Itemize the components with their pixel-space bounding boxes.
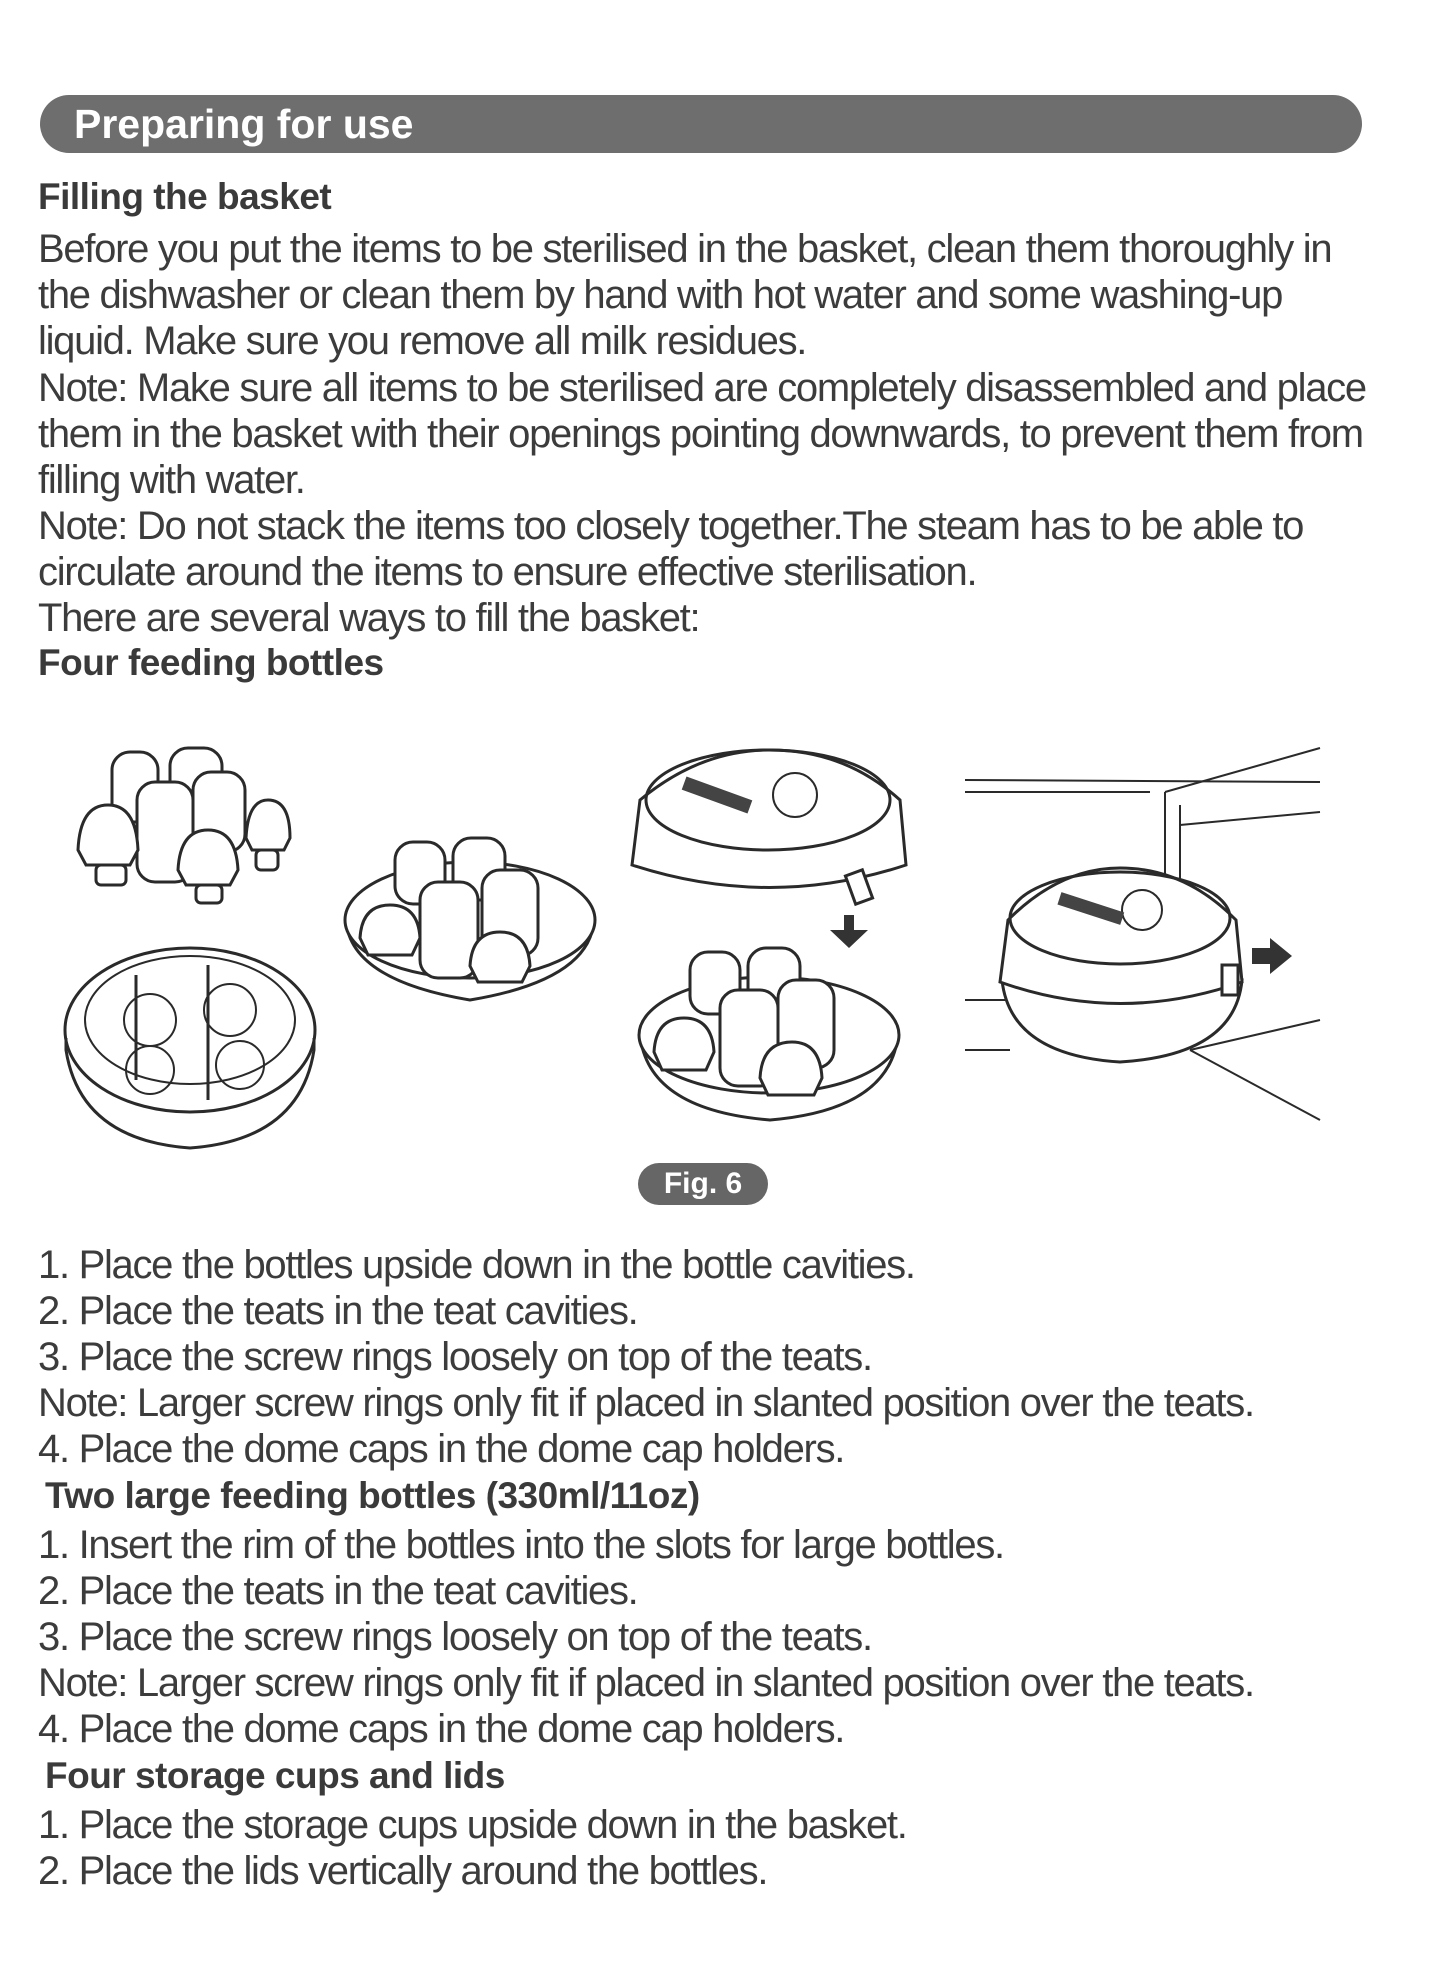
four-bottles-step-4: 4. Place the dome caps in the dome cap holders. — [38, 1427, 845, 1471]
four-bottles-step-2: 2. Place the teats in the teat cavities. — [38, 1289, 638, 1333]
note-disassemble: Note: Make sure all items to be sterilised are completely disassembled and place them in the basket with their openings pointing downwards, to prevent them from filling with water. — [38, 366, 1366, 502]
four-bottles-heading: Four feeding bottles — [38, 642, 384, 683]
bottles-cluster — [78, 748, 290, 903]
four-bottles-step-1: 1. Place the bottles upside down in the bottle cavities. — [38, 1243, 915, 1287]
filling-paragraph: Before you put the items to be sterilised in the basket, clean them thoroughly in the dishwasher or clean them by hand with hot water and some washing-up liquid. Make sure you remove all milk residues. — [38, 227, 1332, 363]
steriliser-in-microwave — [965, 748, 1320, 1120]
figure-label: Fig. 6 — [638, 1163, 768, 1205]
storage-heading: Four storage cups and lids — [45, 1755, 505, 1796]
filled-basket — [345, 838, 595, 1000]
section-title: Preparing for use — [74, 101, 414, 147]
two-large-note: Note: Larger screw rings only fit if placed in slanted position over the teats. — [38, 1661, 1254, 1705]
two-large-step-4: 4. Place the dome caps in the dome cap holders. — [38, 1707, 845, 1751]
storage-step-2: 2. Place the lids vertically around the bottles. — [38, 1849, 768, 1893]
empty-basket — [65, 948, 315, 1148]
fill-ways: There are several ways to fill the basket: — [38, 596, 700, 640]
two-large-step-3: 3. Place the screw rings loosely on top of the teats. — [38, 1615, 872, 1659]
storage-step-1: 1. Place the storage cups upside down in the basket. — [38, 1803, 907, 1847]
filling-heading: Filling the basket — [38, 176, 332, 217]
two-large-step-2: 2. Place the teats in the teat cavities. — [38, 1569, 638, 1613]
lid-and-basket — [632, 750, 906, 1120]
four-bottles-step-3: 3. Place the screw rings loosely on top of the teats. — [38, 1335, 872, 1379]
section-header — [40, 95, 1362, 153]
note-stacking: Note: Do not stack the items too closely together.The steam has to be able to circulate around the items to ensure effective sterilisation. — [38, 504, 1304, 594]
two-large-heading: Two large feeding bottles (330ml/11oz) — [45, 1475, 700, 1516]
four-bottles-note: Note: Larger screw rings only fit if placed in slanted position over the teats. — [38, 1381, 1254, 1425]
figure-illustration — [0, 720, 1441, 1160]
two-large-step-1: 1. Insert the rim of the bottles into the slots for large bottles. — [38, 1523, 1004, 1567]
